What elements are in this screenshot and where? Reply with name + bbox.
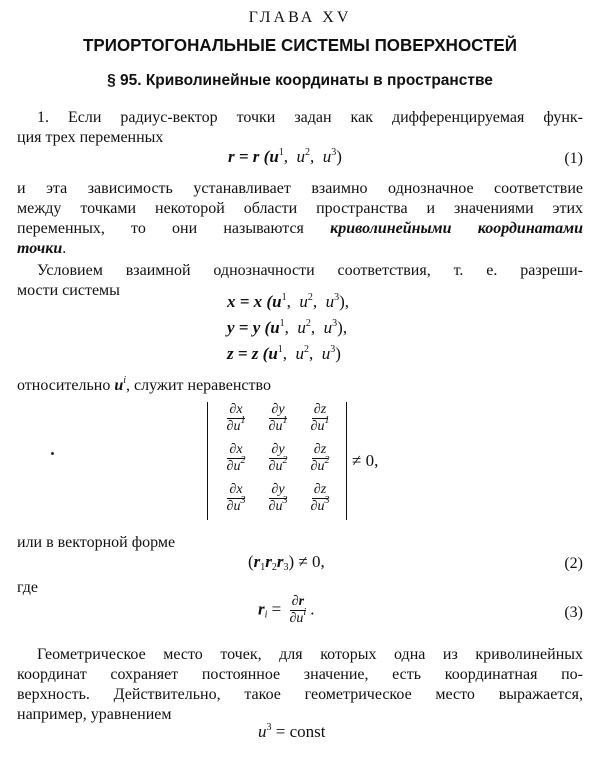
determinant-cell: $\frac{\partial y}{\partial u^2}$ — [268, 442, 288, 474]
eq1-sup3: 3 — [331, 147, 337, 158]
para3-line2: координат сохраняет постоянное значение, есть координатная по- — [17, 666, 583, 683]
para1-line5-text: переменных, то они называются — [17, 220, 304, 237]
para1-line5 — [17, 219, 583, 239]
eq1-lhs: r — [228, 147, 235, 166]
para1-line6: точки. — [17, 240, 67, 257]
eq1-sup1: 1 — [278, 147, 284, 158]
determinant-cell: $\frac{\partial z}{\partial u^2}$ — [310, 442, 330, 474]
determinant-cell: $\frac{\partial x}{\partial u^3}$ — [226, 482, 246, 514]
chapter-title: ТРИОРТОГОНАЛЬНЫЕ СИСТЕМЫ ПОВЕРХНОСТЕЙ — [83, 35, 517, 56]
para1-line3: и эта зависимость устанавливает взаимно однозначное соответствие — [17, 180, 583, 197]
para2-line5: где — [17, 579, 39, 596]
equation-2-number: (2) — [564, 555, 583, 572]
term-curvilinear-coordinates: криволинейными координатами — [330, 220, 584, 237]
determinant-cell: $\frac{\partial y}{\partial u^1}$ — [268, 402, 288, 434]
para1-line2: ция трех переменных — [17, 129, 164, 146]
term-point: точки — [17, 240, 63, 257]
para2-line2: мости системы — [17, 282, 120, 299]
chapter-heading: ГЛАВА XV — [248, 9, 352, 26]
eq1-rhs: = r (u — [238, 147, 279, 166]
determinant-cell: $\frac{\partial x}{\partial u^2}$ — [226, 442, 246, 474]
determinant-cell: $\frac{\partial y}{\partial u^3}$ — [268, 482, 288, 514]
para1-line4: между точками некоторой области пространства и значениями этих — [17, 200, 583, 217]
determinant-cell: $\frac{\partial z}{\partial u^1}$ — [310, 402, 330, 434]
system-x: x = x ($u^1$, $u^2$, $u^3$), — [227, 292, 349, 311]
system-z: z = z ($u^1$, $u^2$, $u^3$) — [227, 344, 341, 363]
equation-4: $u^3$ = const — [258, 722, 326, 741]
equation-1: r = r ($u^1$, $u^2$, $u^3$) — [228, 147, 342, 166]
determinant-cell: $\frac{\partial z}{\partial u^3}$ — [310, 482, 330, 514]
para2-line4: или в векторной форме — [17, 534, 176, 551]
jacobian-determinant — [207, 402, 347, 520]
section-heading: § 95. Криволинейные координаты в пространстве — [107, 72, 493, 89]
determinant-cell: $\frac{\partial x}{\partial u^1}$ — [226, 402, 246, 434]
print-speck — [51, 452, 54, 455]
equation-1-number: (1) — [564, 150, 583, 167]
equation-2: $(r_1r_2r_3) \ne 0$, — [248, 552, 325, 573]
para3-line3: верхность. Действительно, такое геометрическое место выражается, — [17, 686, 583, 703]
para3-line4: например, уравнением — [17, 706, 172, 723]
equation-3-number: (3) — [564, 604, 583, 621]
equation-3: $r_i$ = $\frac{\partial r}{\partial u^i}$ . — [258, 594, 315, 626]
eq1-sup2: 2 — [305, 147, 311, 158]
para1-line1: 1. Если радиус-вектор точки задан как дифференцируемая функ- — [37, 109, 583, 126]
determinant-inequality: ≠ 0, — [352, 451, 379, 470]
para2-line3: относительно $u^i$, служит неравенство — [17, 375, 271, 394]
system-y: y = y ($u^1$, $u^2$, $u^3$), — [227, 318, 348, 337]
para2-line1: Условием взаимной однозначности соответствия, т. е. разреши- — [37, 262, 583, 279]
para3-line1: Геометрическое место точек, для которых одна из криволинейных — [37, 646, 583, 663]
